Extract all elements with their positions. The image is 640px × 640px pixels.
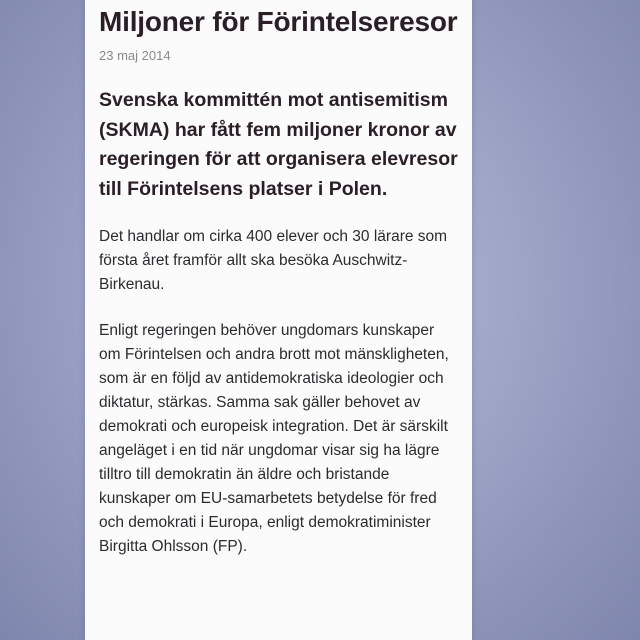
article-lead: Svenska kommittén mot antisemitism (SKMA) har fått fem miljoner kronor av regeringen för att organisera elevresor till Förintelsens platser i Polen. xyxy=(99,89,458,200)
article-date: 23 maj 2014 xyxy=(99,48,171,63)
article-title: Miljoner för Förintelseresor xyxy=(99,6,458,37)
article-panel xyxy=(85,0,472,640)
article-paragraph: Det handlar om cirka 400 elever och 30 lärare som första året framför allt ska besöka Auschwitz-Birkenau. xyxy=(99,228,448,293)
article-paragraph: Enligt regeringen behöver ungdomars kunskaper om Förintelsen och andra brott mot mänskligheten, som är en följd av antidemokratiska ideologier och diktatur, stärkas. Samma sak gäller behovet av demokrati och europeisk integration. Det är särskilt angeläget i en tid när ungdomar visar sig ha lägre tilltro till demokratin än äldre och bristande kunskaper om EU-samarbetets betydelse för fred och demokrati i Europa, enligt demokratiminister Birgitta Ohlsson (FP). xyxy=(99,322,449,555)
